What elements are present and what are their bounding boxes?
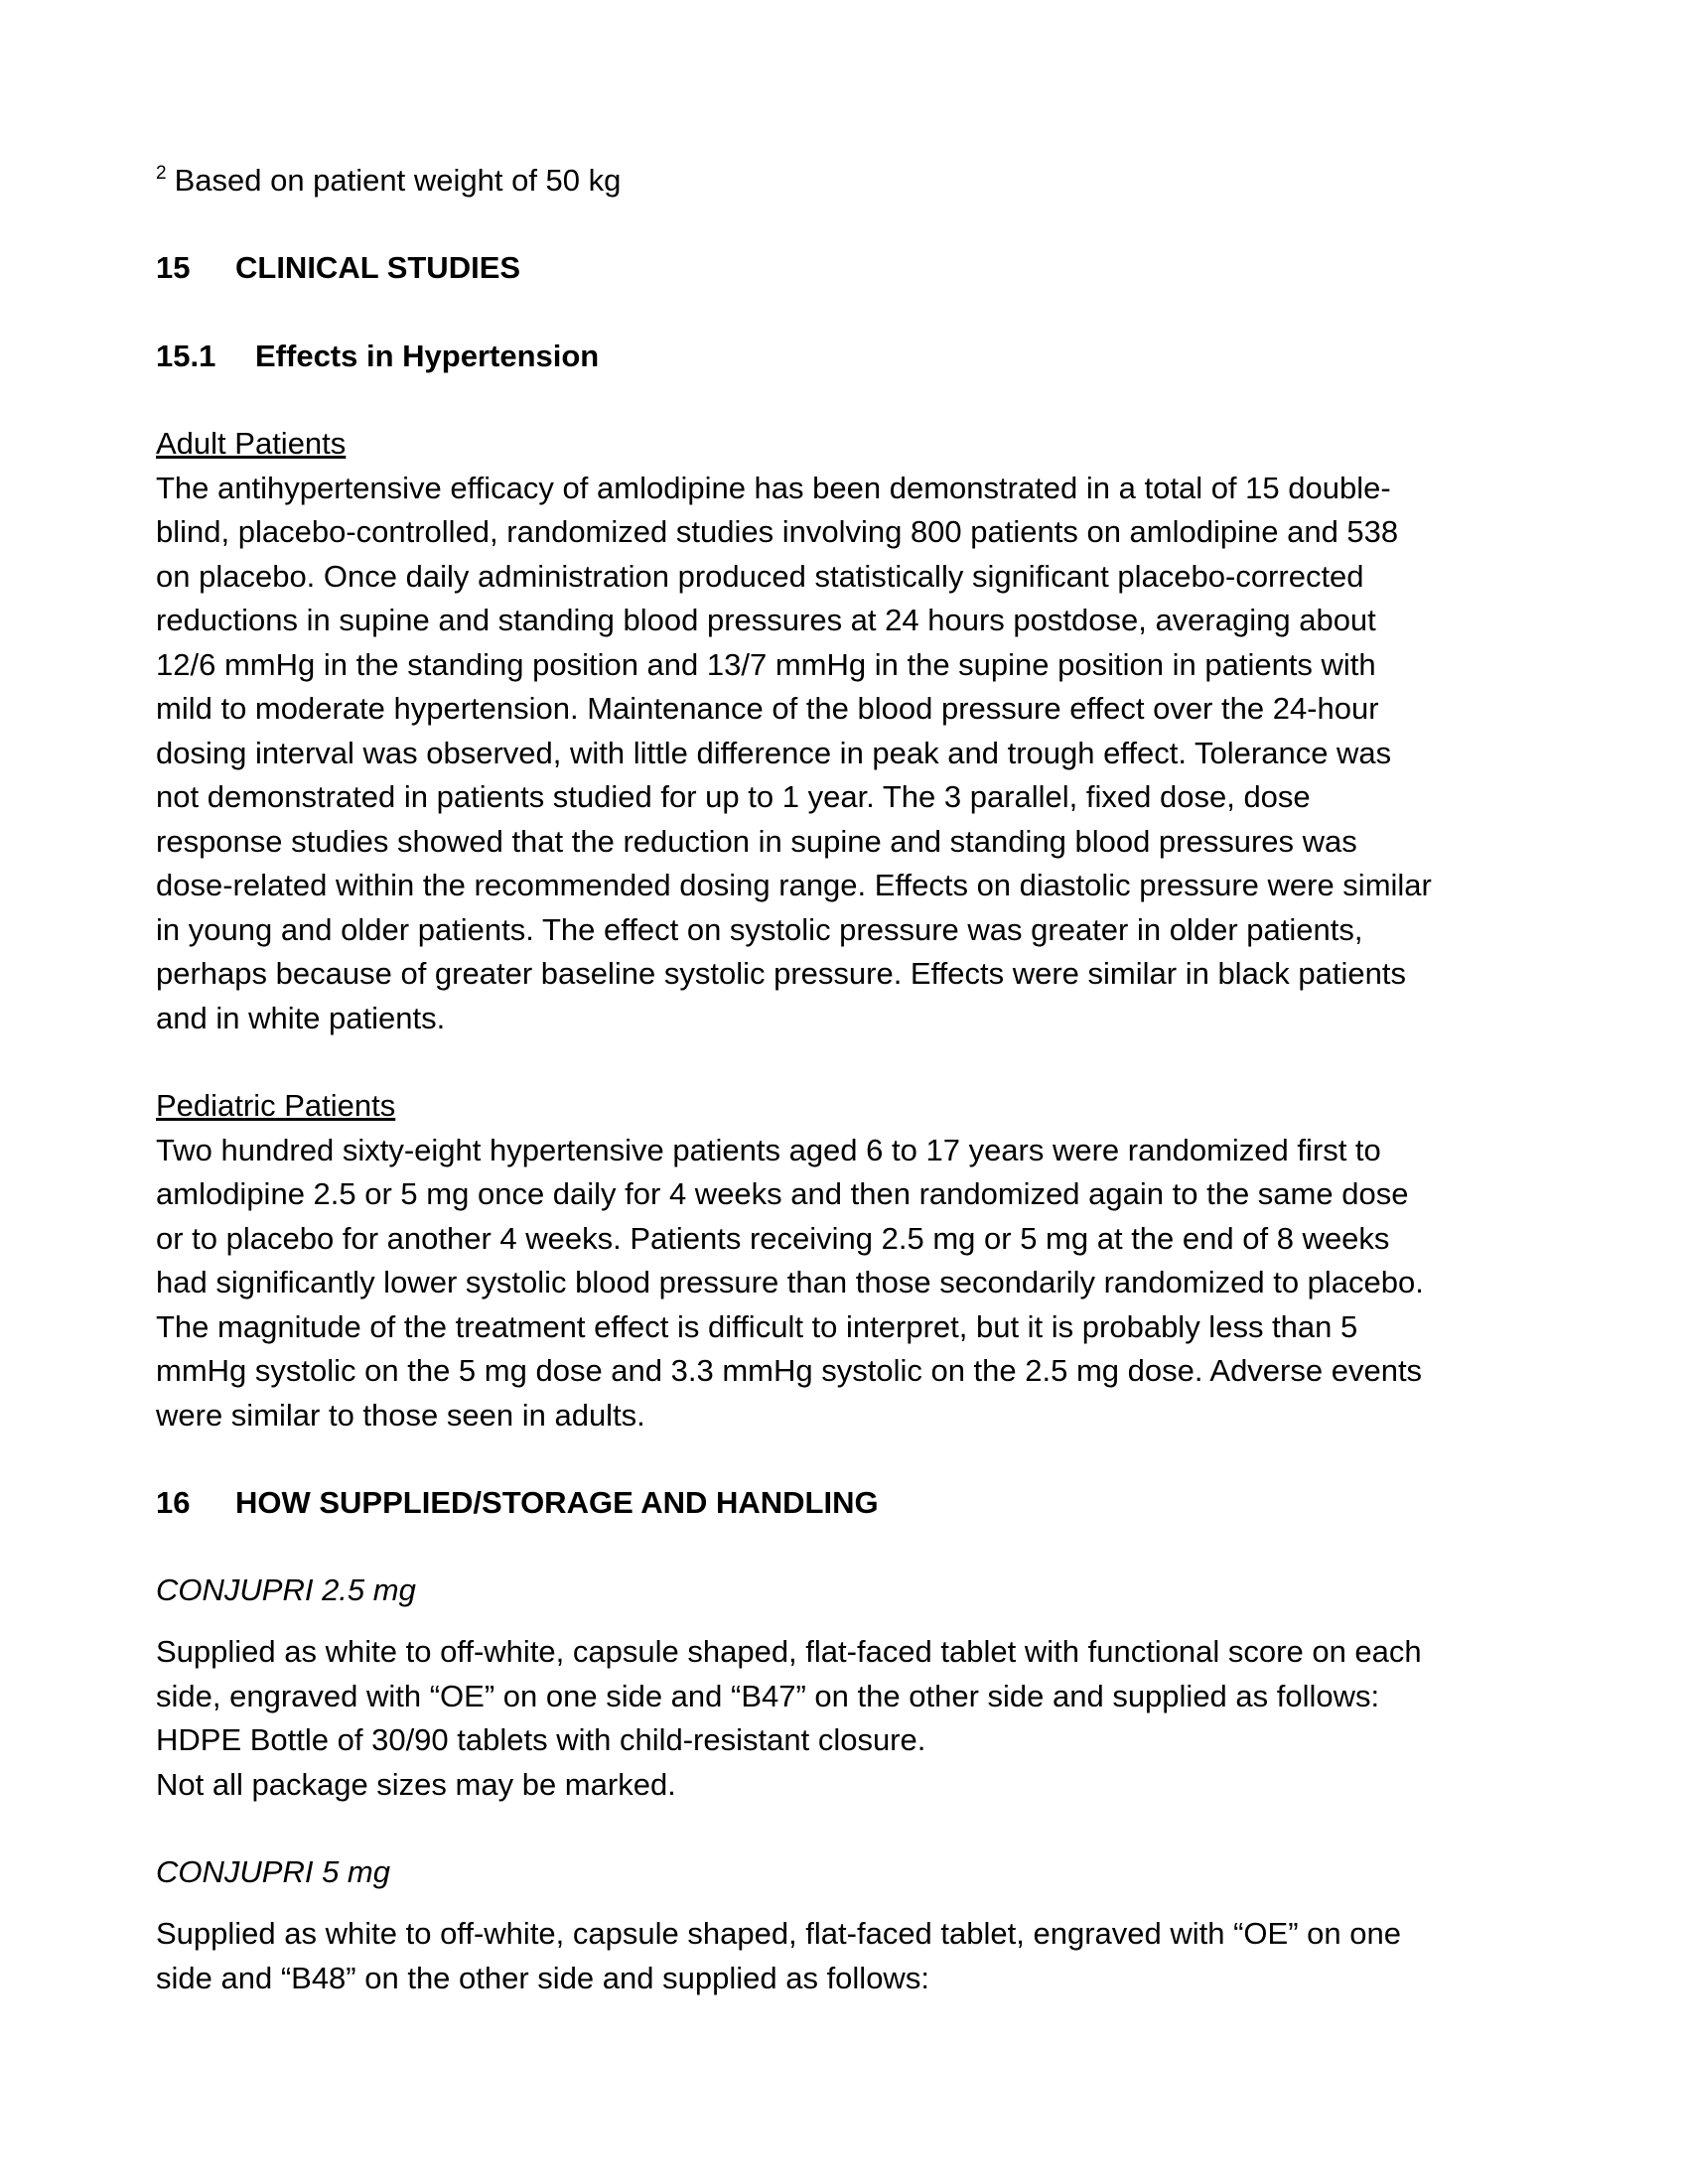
paragraph-line: The magnitude of the treatment effect is difficult to interpret, but it is probably less than 5 <box>156 1308 1358 1344</box>
section-title: CLINICAL STUDIES <box>235 250 521 285</box>
section-title: HOW SUPPLIED/STORAGE AND HANDLING <box>235 1485 879 1520</box>
footnote <box>156 159 1546 203</box>
paragraph-line: and in white patients. <box>156 1000 446 1035</box>
subsection-title: Effects in Hypertension <box>255 339 600 373</box>
footnote-marker: 2 <box>156 163 167 184</box>
section-15-1-heading <box>156 335 1546 378</box>
paragraph-line: HDPE Bottle of 30/90 tablets with child-resistant closure. <box>156 1722 926 1757</box>
paragraph-line: or to placebo for another 4 weeks. Patients receiving 2.5 mg or 5 mg at the end of 8 weeks <box>156 1220 1390 1256</box>
product-2-5mg-description <box>156 1630 1546 1807</box>
paragraph-line: 12/6 mmHg in the standing position and 13/7 mmHg in the supine position in patients with <box>156 646 1376 682</box>
paragraph-line: reductions in supine and standing blood pressures at 24 hours postdose, averaging about <box>156 603 1376 637</box>
paragraph-line: Supplied as white to off-white, capsule shaped, flat-faced tablet with functional score on each <box>156 1634 1422 1669</box>
pediatric-patients-paragraph <box>156 1129 1546 1438</box>
product-heading-2-5mg: CONJUPRI 2.5 mg <box>156 1572 416 1607</box>
section-number: 15 <box>156 250 191 285</box>
subsection-number: 15.1 <box>156 339 216 373</box>
section-15-heading <box>156 246 1546 290</box>
product-heading-5mg: CONJUPRI 5 mg <box>156 1854 390 1889</box>
product-5mg-description <box>156 1912 1546 2000</box>
paragraph-line: dosing interval was observed, with little difference in peak and trough effect. Tolerance was <box>156 735 1392 770</box>
paragraph-line: were similar to those seen in adults. <box>156 1397 645 1433</box>
paragraph-line: not demonstrated in patients studied for up to 1 year. The 3 parallel, fixed dose, dose <box>156 779 1311 814</box>
paragraph-line: perhaps because of greater baseline systolic pressure. Effects were similar in black patients <box>156 956 1406 991</box>
paragraph-line: side, engraved with “OE” on one side and “B47” on the other side and supplied as follows: <box>156 1678 1380 1713</box>
paragraph-line: blind, placebo-controlled, randomized studies involving 800 patients on amlodipine and 538 <box>156 514 1399 549</box>
paragraph-line: side and “B48” on the other side and supplied as follows: <box>156 1960 929 1995</box>
section-16-heading <box>156 1481 1546 1525</box>
adult-patients-heading: Adult Patients <box>156 426 347 461</box>
footnote-text: Based on patient weight of 50 kg <box>174 163 622 198</box>
paragraph-line: response studies showed that the reduction in supine and standing blood pressures was <box>156 823 1357 859</box>
document-page <box>156 159 1546 2000</box>
paragraph-line: on placebo. Once daily administration produced statistically significant placebo-corrected <box>156 558 1364 594</box>
adult-patients-paragraph <box>156 467 1546 1041</box>
paragraph-line: Supplied as white to off-white, capsule shaped, flat-faced tablet, engraved with “OE” on one <box>156 1916 1401 1951</box>
paragraph-line: in young and older patients. The effect on systolic pressure was greater in older patients, <box>156 911 1363 947</box>
paragraph-line: dose-related within the recommended dosing range. Effects on diastolic pressure were similar <box>156 868 1432 902</box>
paragraph-line: mmHg systolic on the 5 mg dose and 3.3 mmHg systolic on the 2.5 mg dose. Adverse events <box>156 1353 1423 1388</box>
paragraph-line: Two hundred sixty-eight hypertensive patients aged 6 to 17 years were randomized first to <box>156 1132 1381 1167</box>
paragraph-line: Not all package sizes may be marked. <box>156 1766 676 1802</box>
paragraph-line: had significantly lower systolic blood pressure than those secondarily randomized to placebo. <box>156 1265 1424 1299</box>
paragraph-line: amlodipine 2.5 or 5 mg once daily for 4 weeks and then randomized again to the same dose <box>156 1176 1409 1211</box>
paragraph-line: mild to moderate hypertension. Maintenance of the blood pressure effect over the 24-hour <box>156 691 1379 726</box>
section-number: 16 <box>156 1485 191 1520</box>
pediatric-patients-heading: Pediatric Patients <box>156 1088 396 1123</box>
paragraph-line: The antihypertensive efficacy of amlodipine has been demonstrated in a total of 15 double- <box>156 470 1391 505</box>
